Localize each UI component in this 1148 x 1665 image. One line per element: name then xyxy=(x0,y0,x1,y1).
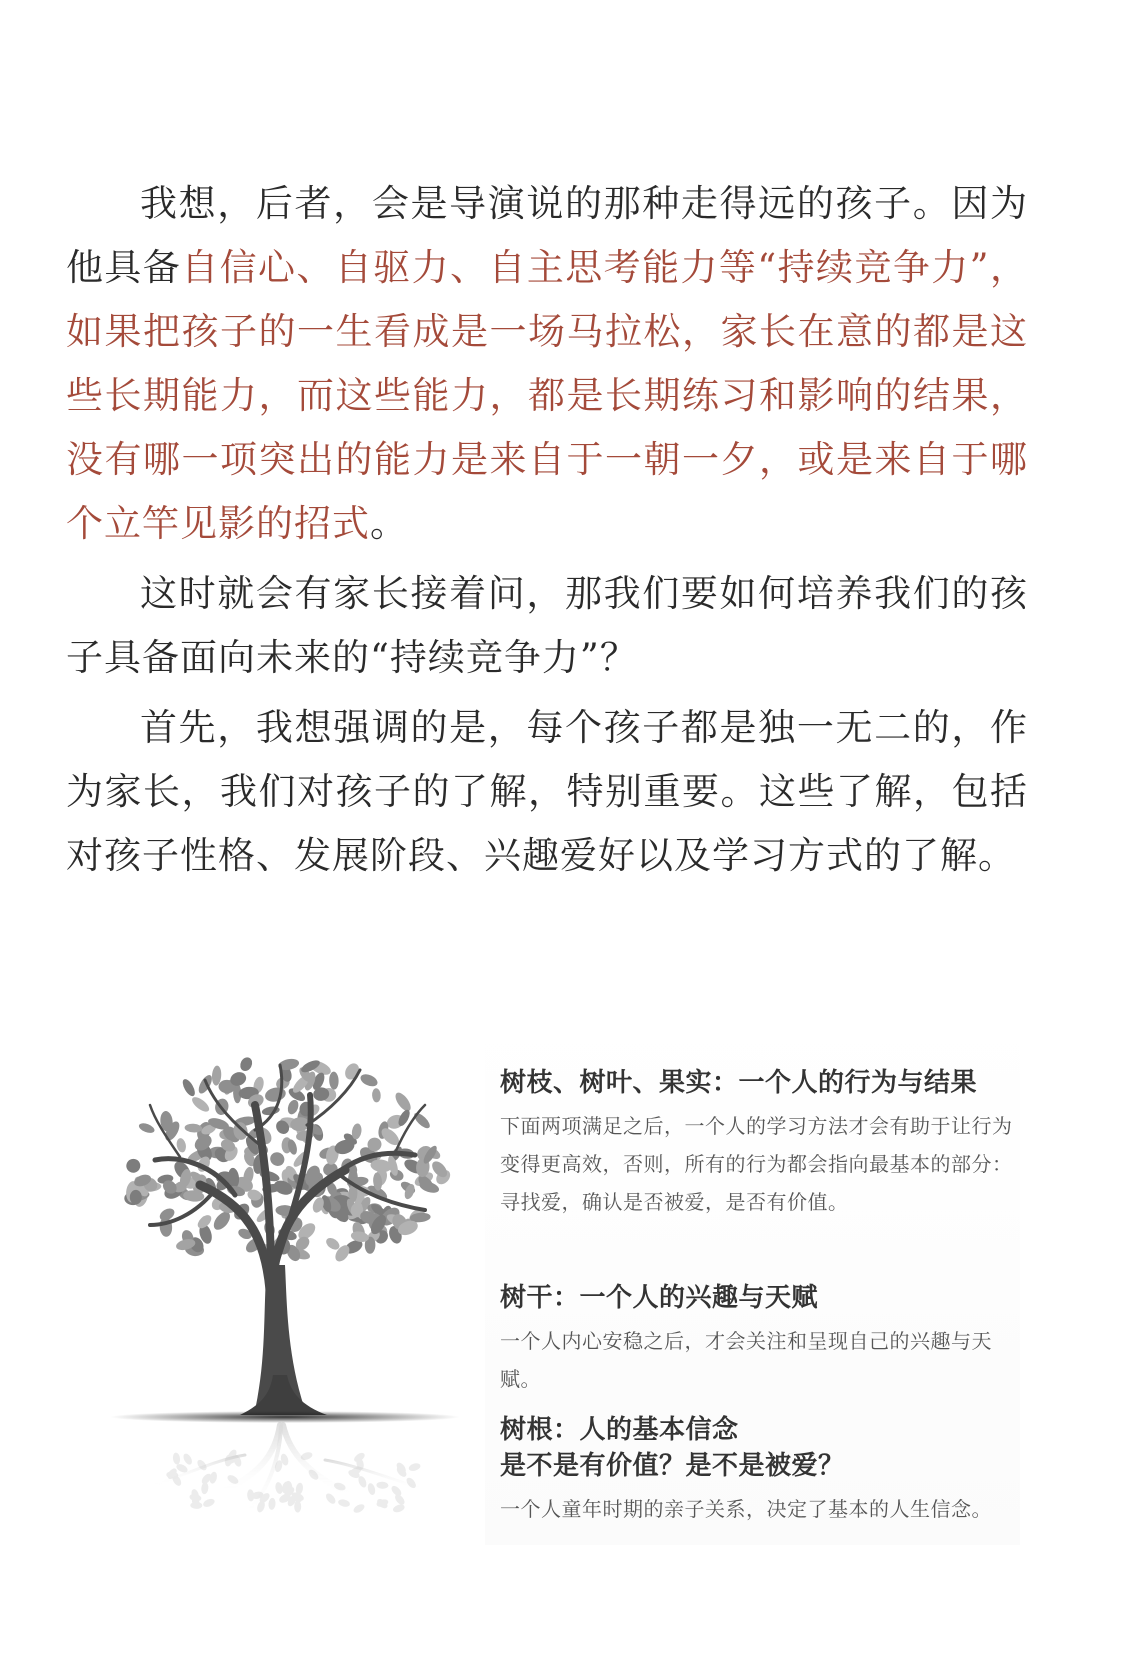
tree-illustration xyxy=(95,1035,480,1515)
section-branches-title: 树枝、树叶、果实：一个人的行为与结果 xyxy=(500,1068,978,1098)
section-branches-description: 下面两项满足之后，一个人的学习方法才会有助于让行为变得更高效，否则，所有的行为都会指向最基本的部分：寻找爱，确认是否被爱，是否有价值。 xyxy=(500,1114,1013,1214)
section-roots-description: 一个人童年时期的亲子关系，决定了基本的人生信念。 xyxy=(500,1497,992,1521)
paragraph-3: 首先，我想强调的是，每个孩子都是独一无二的，作为家长，我们对孩子的了解，特别重要。这些了解，包括对孩子性格、发展阶段、兴趣爱好以及学习方式的了解。 xyxy=(66,706,1028,877)
section-trunk-description: 一个人内心安稳之后，才会关注和呈现自己的兴趣与天赋。 xyxy=(500,1329,992,1391)
tree-icon xyxy=(95,1035,480,1515)
paragraph-2: 这时就会有家长接着问，那我们要如何培养我们的孩子具备面向未来的“持续竞争力”？ xyxy=(66,572,1028,679)
section-roots-title-line1: 树根：人的基本信念 xyxy=(500,1415,739,1445)
section-roots xyxy=(500,1412,1020,1528)
paragraph-1-end: 。 xyxy=(370,502,408,545)
section-branches xyxy=(500,1065,1020,1221)
paragraph-1-text: 我想，后者，会是导演说的那种走得远的孩子。因为他具备 xyxy=(66,182,1028,289)
section-roots-title-line2: 是不是有价值？是不是被爱？ xyxy=(500,1451,845,1481)
section-trunk xyxy=(500,1280,1020,1398)
highlighted-text: 自信心、自驱力、自主思考能力等“持续竞争力”，如果把孩子的一生看成是一场马拉松，家长在意的都是这些长期能力，而这些能力，都是长期练习和影响的结果，没有哪一项突出的能力是来自于一朝一夕，或是来自于哪个立竿见影的招式 xyxy=(66,246,1028,545)
article-body xyxy=(66,172,1028,894)
section-trunk-title: 树干：一个人的兴趣与天赋 xyxy=(500,1283,819,1313)
paragraph-1 xyxy=(66,172,1028,556)
